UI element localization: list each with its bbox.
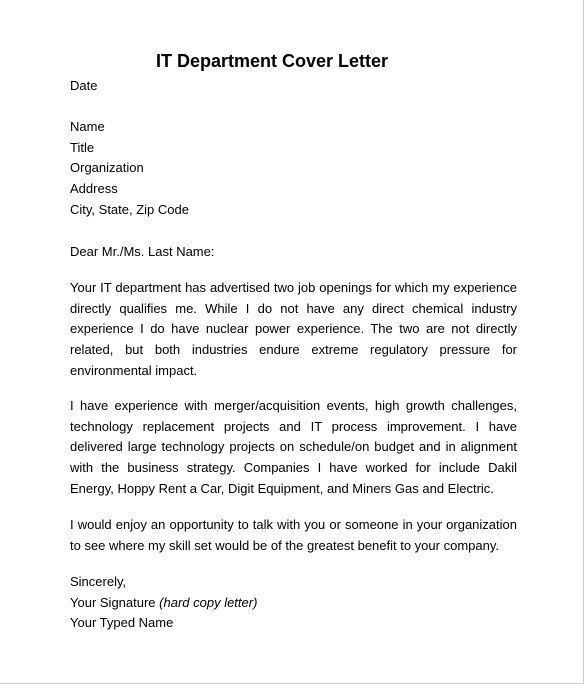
recipient-name: Name [70,119,105,134]
recipient-title: Title [70,139,95,155]
recipient-address: Address [70,181,118,197]
body-paragraph: I have experience with merger/acquisition events, high growth challenges, technology replacement projects and IT process improvement. I have delivered large technology projects on schedule/on budget and in alignment with the business strategy. Companies I have worked for include Dakil Energy, Hoppy Rent a Car, Digit Equipment, and Miners Gas and Electric. [70,398,517,496]
salutation: Dear Mr./Ms. Last Name: [70,244,215,259]
signature-label: Your Signature [70,594,156,610]
signature-note: (hard copy letter) [159,594,258,610]
typed-name: Your Typed Name [70,615,174,631]
letter-title: IT Department Cover Letter [156,51,389,71]
recipient-city-state-zip: City, State, Zip Code [70,201,189,217]
body-paragraph: Your IT department has advertised two job openings for which my experience directly qualifies me. While I do not have any direct chemical industry experience I do have nuclear power experience. The two are not directly related, but both industries endure extreme regulatory pressure for environmental impact. [70,280,517,378]
recipient-address-block [70,117,189,221]
body-paragraph: I would enjoy an opportunity to talk with you or someone in your organization to see where my skill set would be of the greatest benefit to your company. [70,517,517,553]
closing-line: Sincerely, [70,574,127,589]
recipient-organization: Organization [70,160,144,176]
closing-block [70,572,257,634]
date-line: Date [70,78,98,93]
signature-line [70,593,257,614]
